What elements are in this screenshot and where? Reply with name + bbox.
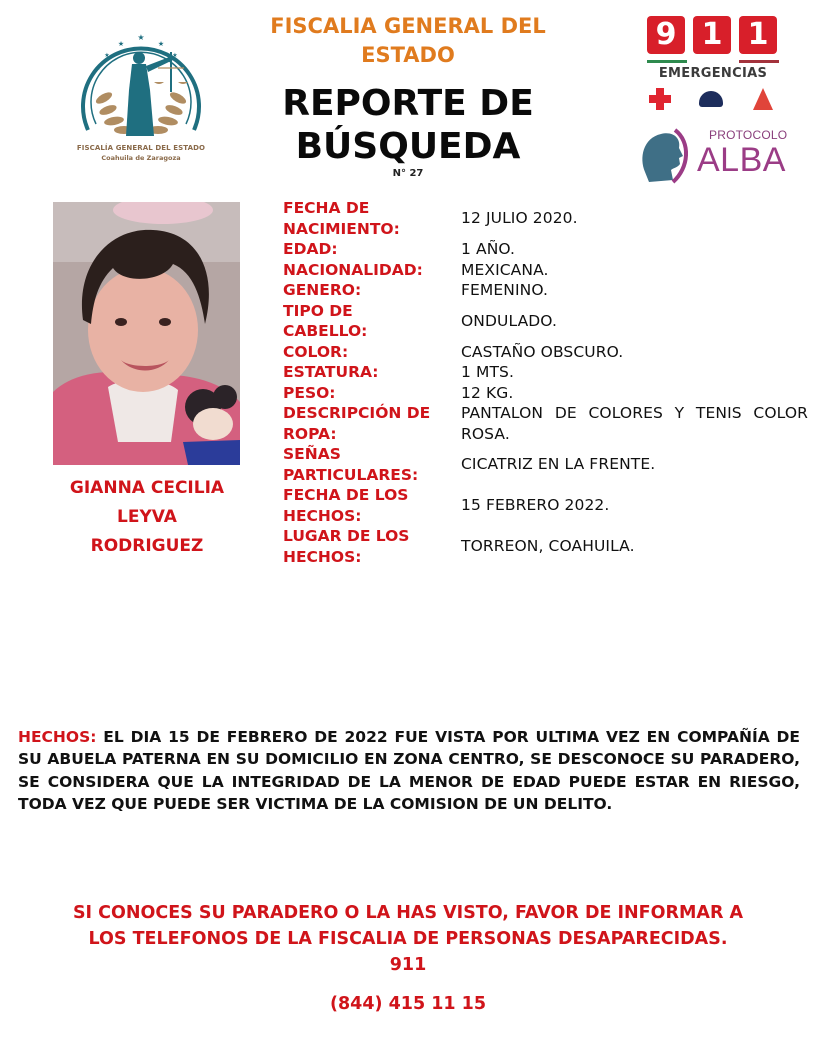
svg-text:★: ★ bbox=[117, 40, 125, 48]
detail-value: TORREON, COAHUILA. bbox=[461, 537, 635, 556]
svg-text:★: ★ bbox=[95, 65, 101, 72]
detail-value: MEXICANA. bbox=[461, 260, 549, 279]
detail-value: PANTALON DE COLORES Y TENIS COLOR ROSA. bbox=[461, 404, 808, 443]
appeal-line1: SI CONOCES SU PARADERO O LA HAS VISTO, FAVOR DE INFORMAR A bbox=[72, 903, 744, 923]
detail-row-age bbox=[283, 239, 808, 260]
woman-profile-icon bbox=[639, 128, 691, 184]
detail-value: 15 FEBRERO 2022. bbox=[461, 496, 610, 515]
report-title-line1: REPORTE DE bbox=[282, 83, 534, 124]
person-name-line3: RODRIGUEZ bbox=[90, 536, 204, 556]
svg-text:★: ★ bbox=[172, 52, 178, 59]
detail-label: SEÑAS PARTICULARES: bbox=[283, 445, 419, 484]
organization-title-line2: ESTADO bbox=[361, 43, 455, 67]
detail-row-nationality bbox=[283, 260, 808, 281]
detail-label: EDAD: bbox=[283, 240, 338, 258]
facts-label: HECHOS: bbox=[18, 728, 104, 746]
detail-row-marks bbox=[283, 444, 808, 485]
digit-1a: 1 bbox=[693, 16, 731, 54]
digit-1b: 1 bbox=[739, 16, 777, 54]
detail-value: FEMENINO. bbox=[461, 281, 549, 299]
detail-value: CASTAÑO OBSCURO. bbox=[461, 342, 624, 361]
detail-label: COLOR: bbox=[283, 342, 349, 361]
detail-value: ONDULADO. bbox=[461, 311, 558, 330]
protocolo-label: PROTOCOLO bbox=[709, 128, 788, 142]
child-portrait-image bbox=[53, 202, 240, 465]
contact-appeal bbox=[20, 900, 796, 978]
protocolo-alba-logo bbox=[639, 124, 788, 186]
facts-text: EL DIA 15 DE FEBRERO DE 2022 FUE VISTA POR ULTIMA VEZ EN COMPAÑÍA DE SU ABUELA PATERNA EN SU DOMICILIO EN ZONA CENTRO, SE DESCONOCE SU PARADERO, SE CONSIDERA QUE LA INTEGRIDAD DE LA MENOR DE EDAD PUEDE ESTAR EN RIESGO, TODA VEZ QUE PUEDE SER VICTIMA DE LA COMISION DE UN DELITO. bbox=[18, 728, 801, 814]
red-stripe bbox=[739, 60, 779, 63]
report-title-line2: BÚSQUEDA bbox=[295, 126, 521, 167]
emergency-number: 911 bbox=[389, 955, 427, 975]
detail-row-weight bbox=[283, 383, 808, 404]
organization-title bbox=[230, 12, 586, 70]
detail-value: 1 AÑO. bbox=[461, 240, 516, 258]
organization-title-line1: FISCALIA GENERAL DEL bbox=[270, 14, 546, 38]
fire-icon bbox=[753, 88, 773, 110]
detail-label: ESTATURA: bbox=[283, 363, 379, 381]
fiscalia-logo-text: FISCALÍA GENERAL DEL ESTADO bbox=[76, 144, 206, 152]
detail-row-event-date bbox=[283, 485, 808, 526]
detail-value: CICATRIZ EN LA FRENTE. bbox=[461, 455, 656, 474]
detail-row-hair-type bbox=[283, 301, 808, 342]
svg-text:★: ★ bbox=[137, 33, 145, 42]
cross-icon bbox=[649, 88, 671, 110]
svg-text:★: ★ bbox=[157, 40, 165, 48]
fiscalia-logo bbox=[66, 20, 216, 170]
detail-value: 12 JULIO 2020. bbox=[461, 209, 578, 228]
detail-value: 1 MTS. bbox=[461, 363, 514, 381]
detail-label: PESO: bbox=[283, 383, 336, 402]
fiscalia-logo-subtext: Coahuila de Zaragoza bbox=[101, 154, 181, 162]
justice-scale-emblem-icon bbox=[66, 20, 216, 142]
detail-label: NACIONALIDAD: bbox=[283, 260, 423, 279]
detail-label: FECHA DE NACIMIENTO: bbox=[283, 199, 400, 238]
alba-label: ALBA bbox=[697, 141, 786, 179]
detail-row-event-place bbox=[283, 526, 808, 567]
emergency-911-logo bbox=[643, 16, 783, 116]
detail-row-gender bbox=[283, 280, 808, 301]
detail-value: 12 KG. bbox=[461, 383, 514, 402]
appeal-line2: LOS TELEFONOS DE LA FISCALIA DE PERSONAS DESAPARECIDAS. bbox=[88, 929, 728, 949]
detail-row-birthdate bbox=[283, 198, 808, 239]
detail-label: GENERO: bbox=[283, 281, 362, 299]
report-number: N° 27 bbox=[392, 168, 424, 179]
svg-text:★: ★ bbox=[104, 52, 110, 59]
green-stripe bbox=[647, 60, 687, 63]
police-cap-icon bbox=[699, 91, 723, 107]
person-name bbox=[30, 474, 264, 561]
digit-9: 9 bbox=[647, 16, 685, 54]
detail-label: FECHA DE LOS HECHOS: bbox=[283, 486, 409, 525]
detail-row-height bbox=[283, 362, 808, 383]
emergencias-label: EMERGENCIAS bbox=[658, 66, 768, 81]
detail-label: TIPO DE CABELLO: bbox=[283, 301, 368, 340]
person-details bbox=[283, 198, 808, 567]
detail-row-clothing bbox=[283, 403, 808, 444]
detail-row-hair-color bbox=[283, 342, 808, 363]
detail-label: LUGAR DE LOS HECHOS: bbox=[283, 527, 410, 566]
facts-paragraph bbox=[18, 726, 800, 816]
person-name-line1: GIANNA CECILIA bbox=[69, 478, 225, 498]
missing-person-photo bbox=[53, 202, 240, 465]
person-name-line2: LEYVA bbox=[117, 507, 177, 527]
phone-number: (844) 415 11 15 bbox=[329, 994, 487, 1014]
report-title bbox=[210, 82, 606, 168]
detail-label: DESCRIPCIÓN DE ROPA: bbox=[283, 404, 431, 443]
